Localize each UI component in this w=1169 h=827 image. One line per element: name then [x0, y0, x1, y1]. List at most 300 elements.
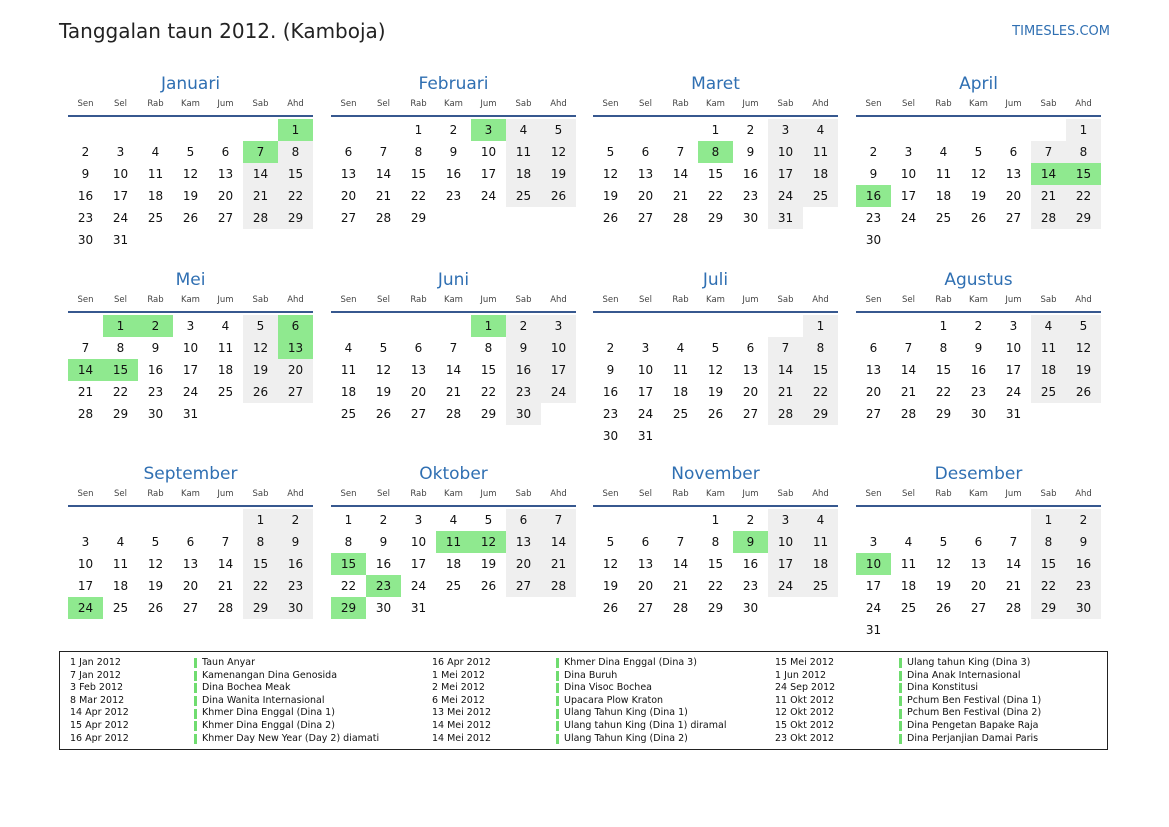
day-cell: 24 [768, 185, 803, 207]
day-cell: 6 [1009, 145, 1018, 159]
day-cell: 3 [1009, 319, 1018, 333]
weekday-label: Sel [377, 99, 390, 109]
day-cell: 24 [182, 385, 199, 399]
empty-cell [733, 315, 768, 337]
day-cell: 16 [445, 167, 462, 181]
day-cell: 29 [707, 211, 724, 225]
day-cell: 25 [506, 185, 541, 207]
day-cell: 15 [707, 167, 724, 181]
weekday-label: Sab [777, 295, 794, 305]
day-cell: 7 [541, 509, 576, 531]
day-grid [331, 509, 576, 619]
day-cell: 29 [1031, 597, 1066, 619]
holiday-marker [556, 658, 559, 668]
legend-date: 24 Sep 2012 [775, 682, 836, 694]
day-cell: 20 [865, 385, 882, 399]
day-cell: 23 [602, 407, 619, 421]
day-cell: 26 [602, 601, 619, 615]
day-cell: 22 [410, 189, 427, 203]
day-cell: 4 [506, 119, 541, 141]
empty-cell [926, 509, 961, 531]
empty-cell [891, 119, 926, 141]
holiday-day-cell: 29 [331, 597, 366, 619]
legend-holiday-name: Ulang tahun King (Dina 1) diramal [564, 719, 727, 731]
day-cell: 21 [243, 185, 278, 207]
day-cell: 21 [217, 579, 234, 593]
empty-cell [366, 119, 401, 141]
holiday-day-cell: 7 [243, 141, 278, 163]
weekday-label: Kam [444, 489, 463, 499]
weekday-label: Kam [181, 99, 200, 109]
day-cell: 11 [803, 141, 838, 163]
day-cell: 30 [602, 429, 619, 443]
legend-date: 14 Apr 2012 [70, 707, 129, 719]
empty-cell [138, 119, 173, 141]
day-cell: 13 [410, 363, 427, 377]
empty-cell [663, 315, 698, 337]
day-cell: 11 [147, 167, 164, 181]
day-cell: 14 [217, 557, 234, 571]
day-cell: 2 [1066, 509, 1101, 531]
day-cell: 31 [112, 233, 129, 247]
holiday-marker [899, 734, 902, 744]
weekday-label: Sab [777, 99, 794, 109]
weekday-label: Jum [217, 489, 234, 499]
legend-date: 16 Apr 2012 [432, 657, 491, 668]
holiday-marker [899, 671, 902, 681]
day-cell: 20 [278, 359, 313, 381]
legend-holiday-name: Ulang tahun King (Dina 3) [907, 657, 1031, 668]
day-cell: 12 [935, 557, 952, 571]
day-cell: 8 [1031, 531, 1066, 553]
day-cell: 17 [637, 385, 654, 399]
day-cell: 26 [1066, 381, 1101, 403]
legend-date: 12 Okt 2012 [775, 707, 835, 719]
day-cell: 27 [410, 407, 427, 421]
legend-holiday-name: Kamenangan Dina Genosida [202, 669, 338, 681]
day-cell: 6 [186, 535, 195, 549]
legend-holiday-name: Upacara Plow Kraton [564, 694, 664, 706]
day-cell: 5 [186, 145, 195, 159]
legend-row [775, 657, 1041, 670]
day-cell: 25 [340, 407, 357, 421]
legend-holiday-name: Ulang Tahun King (Dina 1) [564, 707, 688, 719]
holiday-day-cell: 1 [278, 119, 313, 141]
legend-date: 16 Apr 2012 [70, 732, 129, 744]
holiday-marker [556, 734, 559, 744]
day-cell: 12 [970, 167, 987, 181]
weekday-label: Rab [410, 489, 427, 499]
day-cell: 30 [970, 407, 987, 421]
day-cell: 25 [672, 407, 689, 421]
day-cell: 28 [1031, 207, 1066, 229]
day-cell: 29 [410, 211, 427, 225]
header-rule [331, 505, 576, 507]
day-cell: 5 [243, 315, 278, 337]
weekday-label: Sel [114, 489, 127, 499]
day-cell: 23 [77, 211, 94, 225]
header-rule [331, 115, 576, 117]
day-cell: 10 [900, 167, 917, 181]
day-cell: 23 [742, 189, 759, 203]
weekday-label: Sab [1040, 99, 1057, 109]
legend-holiday-name: Khmer Dina Enggal (Dina 2) [202, 719, 335, 731]
holiday-marker [194, 683, 197, 693]
day-cell: 25 [803, 185, 838, 207]
day-cell: 7 [81, 341, 90, 355]
weekday-label: Ahd [812, 489, 829, 499]
empty-cell [1031, 119, 1066, 141]
day-cell: 30 [1066, 597, 1101, 619]
day-cell: 25 [1031, 381, 1066, 403]
weekday-label: Sen [340, 295, 357, 305]
day-cell: 24 [541, 381, 576, 403]
header-rule [68, 311, 313, 313]
weekday-label: Kam [706, 295, 725, 305]
weekday-header [68, 486, 313, 502]
holiday-marker [899, 696, 902, 706]
day-cell: 26 [602, 211, 619, 225]
day-cell: 21 [375, 189, 392, 203]
weekday-header [856, 96, 1101, 112]
day-cell: 3 [768, 119, 803, 141]
day-cell: 26 [541, 185, 576, 207]
day-cell: 21 [445, 385, 462, 399]
day-cell: 30 [278, 597, 313, 619]
day-cell: 8 [1066, 141, 1101, 163]
day-cell: 30 [506, 403, 541, 425]
day-cell: 22 [243, 575, 278, 597]
day-cell: 18 [1031, 359, 1066, 381]
day-cell: 20 [1005, 189, 1022, 203]
holiday-marker [899, 658, 902, 668]
legend-holiday-name: Dina Pengetan Bapake Raja [907, 719, 1039, 731]
day-cell: 26 [182, 211, 199, 225]
day-cell: 12 [1066, 337, 1101, 359]
weekday-label: Sab [1040, 489, 1057, 499]
legend-date: 23 Okt 2012 [775, 732, 835, 744]
day-cell: 17 [865, 579, 882, 593]
day-grid [856, 509, 1101, 641]
day-cell: 29 [707, 601, 724, 615]
day-cell: 18 [900, 579, 917, 593]
day-cell: 14 [672, 557, 689, 571]
day-cell: 5 [974, 145, 983, 159]
holiday-day-cell: 11 [436, 531, 471, 553]
day-cell: 9 [1066, 531, 1101, 553]
legend-row [775, 695, 1041, 708]
weekday-label: Kam [444, 295, 463, 305]
day-cell: 4 [803, 509, 838, 531]
day-cell: 9 [606, 363, 615, 377]
month-februari [331, 73, 576, 229]
day-cell: 20 [742, 385, 759, 399]
day-cell: 21 [541, 553, 576, 575]
weekday-label: Sab [515, 489, 532, 499]
empty-cell [436, 315, 471, 337]
weekday-label: Jum [742, 489, 759, 499]
day-cell: 8 [414, 145, 423, 159]
empty-cell [68, 509, 103, 531]
day-cell: 13 [182, 557, 199, 571]
day-cell: 19 [1066, 359, 1101, 381]
holiday-marker [556, 671, 559, 681]
day-cell: 13 [506, 531, 541, 553]
day-cell: 11 [672, 363, 689, 377]
legend-row [775, 733, 1041, 746]
header-rule [856, 115, 1101, 117]
day-cell: 8 [116, 341, 125, 355]
day-cell: 6 [506, 509, 541, 531]
day-cell: 19 [147, 579, 164, 593]
legend-holiday-name: Taun Anyar [202, 657, 255, 668]
holiday-day-cell: 1 [471, 315, 506, 337]
day-cell: 7 [449, 341, 458, 355]
day-cell: 28 [900, 407, 917, 421]
empty-cell [138, 509, 173, 531]
day-cell: 2 [869, 145, 878, 159]
weekday-label: Sab [515, 99, 532, 109]
weekday-label: Sen [865, 489, 882, 499]
day-cell: 26 [480, 579, 497, 593]
day-grid [68, 119, 313, 251]
weekday-label: Rab [410, 295, 427, 305]
month-name: Desember [934, 464, 1023, 484]
day-cell: 27 [970, 601, 987, 615]
empty-cell [961, 119, 996, 141]
day-cell: 11 [112, 557, 129, 571]
day-cell: 14 [445, 363, 462, 377]
day-cell: 7 [676, 145, 685, 159]
day-cell: 3 [186, 319, 195, 333]
day-cell: 10 [768, 531, 803, 553]
holiday-marker [194, 734, 197, 744]
weekday-label: Sel [377, 295, 390, 305]
day-cell: 8 [484, 341, 493, 355]
legend-row [70, 720, 379, 733]
day-cell: 9 [449, 145, 458, 159]
day-cell: 12 [375, 363, 392, 377]
day-cell: 22 [480, 385, 497, 399]
day-cell: 3 [116, 145, 125, 159]
weekday-label: Ahd [1075, 99, 1092, 109]
weekday-header [593, 292, 838, 308]
day-cell: 7 [1031, 141, 1066, 163]
holiday-day-cell: 2 [138, 315, 173, 337]
legend-date: 8 Mar 2012 [70, 694, 125, 706]
day-cell: 9 [151, 341, 160, 355]
weekday-label: Sab [1040, 295, 1057, 305]
day-cell: 19 [707, 385, 724, 399]
weekday-label: Jum [742, 99, 759, 109]
empty-cell [856, 119, 891, 141]
day-cell: 19 [970, 189, 987, 203]
empty-cell [208, 119, 243, 141]
day-cell: 20 [410, 385, 427, 399]
day-cell: 2 [506, 315, 541, 337]
day-cell: 25 [147, 211, 164, 225]
legend-row [432, 695, 726, 708]
holiday-day-cell: 14 [1031, 163, 1066, 185]
day-cell: 25 [112, 601, 129, 615]
legend-holiday-name: Dina Wanita Internasional [202, 694, 325, 706]
legend-date: 1 Jun 2012 [775, 669, 827, 681]
day-cell: 6 [641, 535, 650, 549]
day-cell: 29 [1066, 207, 1101, 229]
day-cell: 26 [243, 381, 278, 403]
empty-cell [68, 119, 103, 141]
day-cell: 21 [77, 385, 94, 399]
day-cell: 19 [541, 163, 576, 185]
day-cell: 18 [112, 579, 129, 593]
day-cell: 19 [243, 359, 278, 381]
header-rule [856, 311, 1101, 313]
day-cell: 18 [445, 557, 462, 571]
day-cell: 29 [112, 407, 129, 421]
day-cell: 13 [637, 167, 654, 181]
day-cell: 4 [1031, 315, 1066, 337]
day-cell: 18 [217, 363, 234, 377]
page-title: Tanggalan taun 2012. (Kamboja) [59, 19, 386, 43]
legend-holiday-name: Dina Anak Internasional [907, 669, 1021, 681]
empty-cell [593, 315, 628, 337]
day-cell: 16 [742, 167, 759, 181]
day-cell: 17 [1005, 363, 1022, 377]
day-cell: 17 [182, 363, 199, 377]
weekday-label: Sen [865, 295, 882, 305]
day-cell: 17 [541, 359, 576, 381]
weekday-label: Jum [1005, 489, 1022, 499]
day-cell: 29 [480, 407, 497, 421]
weekday-label: Rab [672, 295, 689, 305]
legend-row [70, 670, 379, 683]
weekday-label: Ahd [550, 489, 567, 499]
weekday-label: Jum [217, 99, 234, 109]
legend-holiday-name: Khmer Dina Enggal (Dina 3) [564, 657, 697, 668]
day-cell: 28 [1005, 601, 1022, 615]
holiday-day-cell: 23 [366, 575, 401, 597]
month-name: Januari [160, 74, 221, 94]
day-cell: 18 [935, 189, 952, 203]
day-cell: 27 [1005, 211, 1022, 225]
legend-row [432, 670, 726, 683]
day-cell: 13 [865, 363, 882, 377]
day-cell: 5 [151, 535, 160, 549]
header-rule [331, 311, 576, 313]
day-cell: 3 [641, 341, 650, 355]
day-cell: 4 [939, 145, 948, 159]
weekday-label: Sel [902, 99, 915, 109]
holiday-day-cell: 10 [856, 553, 891, 575]
empty-cell [628, 315, 663, 337]
day-cell: 16 [278, 553, 313, 575]
empty-cell [208, 509, 243, 531]
day-cell: 6 [414, 341, 423, 355]
day-cell: 14 [672, 167, 689, 181]
day-cell: 22 [1031, 575, 1066, 597]
day-cell: 4 [116, 535, 125, 549]
day-cell: 14 [375, 167, 392, 181]
day-cell: 8 [711, 535, 720, 549]
day-cell: 2 [449, 123, 458, 137]
legend-row [775, 682, 1041, 695]
day-cell: 2 [278, 509, 313, 531]
weekday-label: Sab [252, 295, 269, 305]
day-cell: 28 [243, 207, 278, 229]
site-link[interactable]: TIMESLES.COM [1012, 24, 1110, 39]
day-cell: 9 [379, 535, 388, 549]
header-rule [856, 505, 1101, 507]
day-cell: 23 [742, 579, 759, 593]
day-cell: 17 [410, 557, 427, 571]
legend-date: 15 Apr 2012 [70, 719, 129, 731]
day-cell: 29 [243, 597, 278, 619]
holiday-day-cell: 8 [698, 141, 733, 163]
holiday-marker [194, 658, 197, 668]
day-cell: 21 [672, 189, 689, 203]
weekday-label: Rab [147, 489, 164, 499]
day-cell: 2 [746, 513, 755, 527]
month-agustus [856, 269, 1101, 425]
day-cell: 17 [768, 163, 803, 185]
day-cell: 28 [445, 407, 462, 421]
weekday-label: Rab [672, 99, 689, 109]
day-cell: 10 [768, 141, 803, 163]
holiday-marker [556, 721, 559, 731]
day-cell: 9 [974, 341, 983, 355]
month-name: Agustus [944, 270, 1013, 290]
weekday-label: Jum [480, 295, 497, 305]
empty-cell [926, 119, 961, 141]
day-cell: 4 [803, 119, 838, 141]
weekday-label: Ahd [287, 489, 304, 499]
month-name: Juni [437, 270, 470, 290]
empty-cell [593, 509, 628, 531]
day-cell: 24 [112, 211, 129, 225]
day-cell: 16 [147, 363, 164, 377]
day-grid [856, 315, 1101, 425]
day-cell: 12 [602, 557, 619, 571]
day-cell: 31 [1005, 407, 1022, 421]
empty-cell [996, 119, 1031, 141]
day-cell: 26 [970, 211, 987, 225]
legend-date: 7 Jan 2012 [70, 669, 121, 681]
day-cell: 27 [340, 211, 357, 225]
day-cell: 20 [637, 189, 654, 203]
day-cell: 26 [147, 601, 164, 615]
day-cell: 31 [410, 601, 427, 615]
day-cell: 27 [506, 575, 541, 597]
legend-row [775, 707, 1041, 720]
weekday-label: Rab [935, 99, 952, 109]
weekday-label: Jum [1005, 295, 1022, 305]
day-cell: 22 [707, 579, 724, 593]
legend-row [432, 682, 726, 695]
legend-holiday-name: Pchum Ben Festival (Dina 1) [907, 694, 1042, 706]
day-cell: 6 [641, 145, 650, 159]
day-cell: 15 [278, 163, 313, 185]
weekday-label: Kam [181, 489, 200, 499]
day-cell: 25 [445, 579, 462, 593]
day-cell: 28 [217, 601, 234, 615]
empty-cell [103, 119, 138, 141]
day-cell: 8 [803, 337, 838, 359]
weekday-label: Sel [902, 489, 915, 499]
empty-cell [768, 315, 803, 337]
month-name: Maret [691, 74, 740, 94]
day-cell: 3 [869, 535, 878, 549]
day-cell: 4 [221, 319, 230, 333]
